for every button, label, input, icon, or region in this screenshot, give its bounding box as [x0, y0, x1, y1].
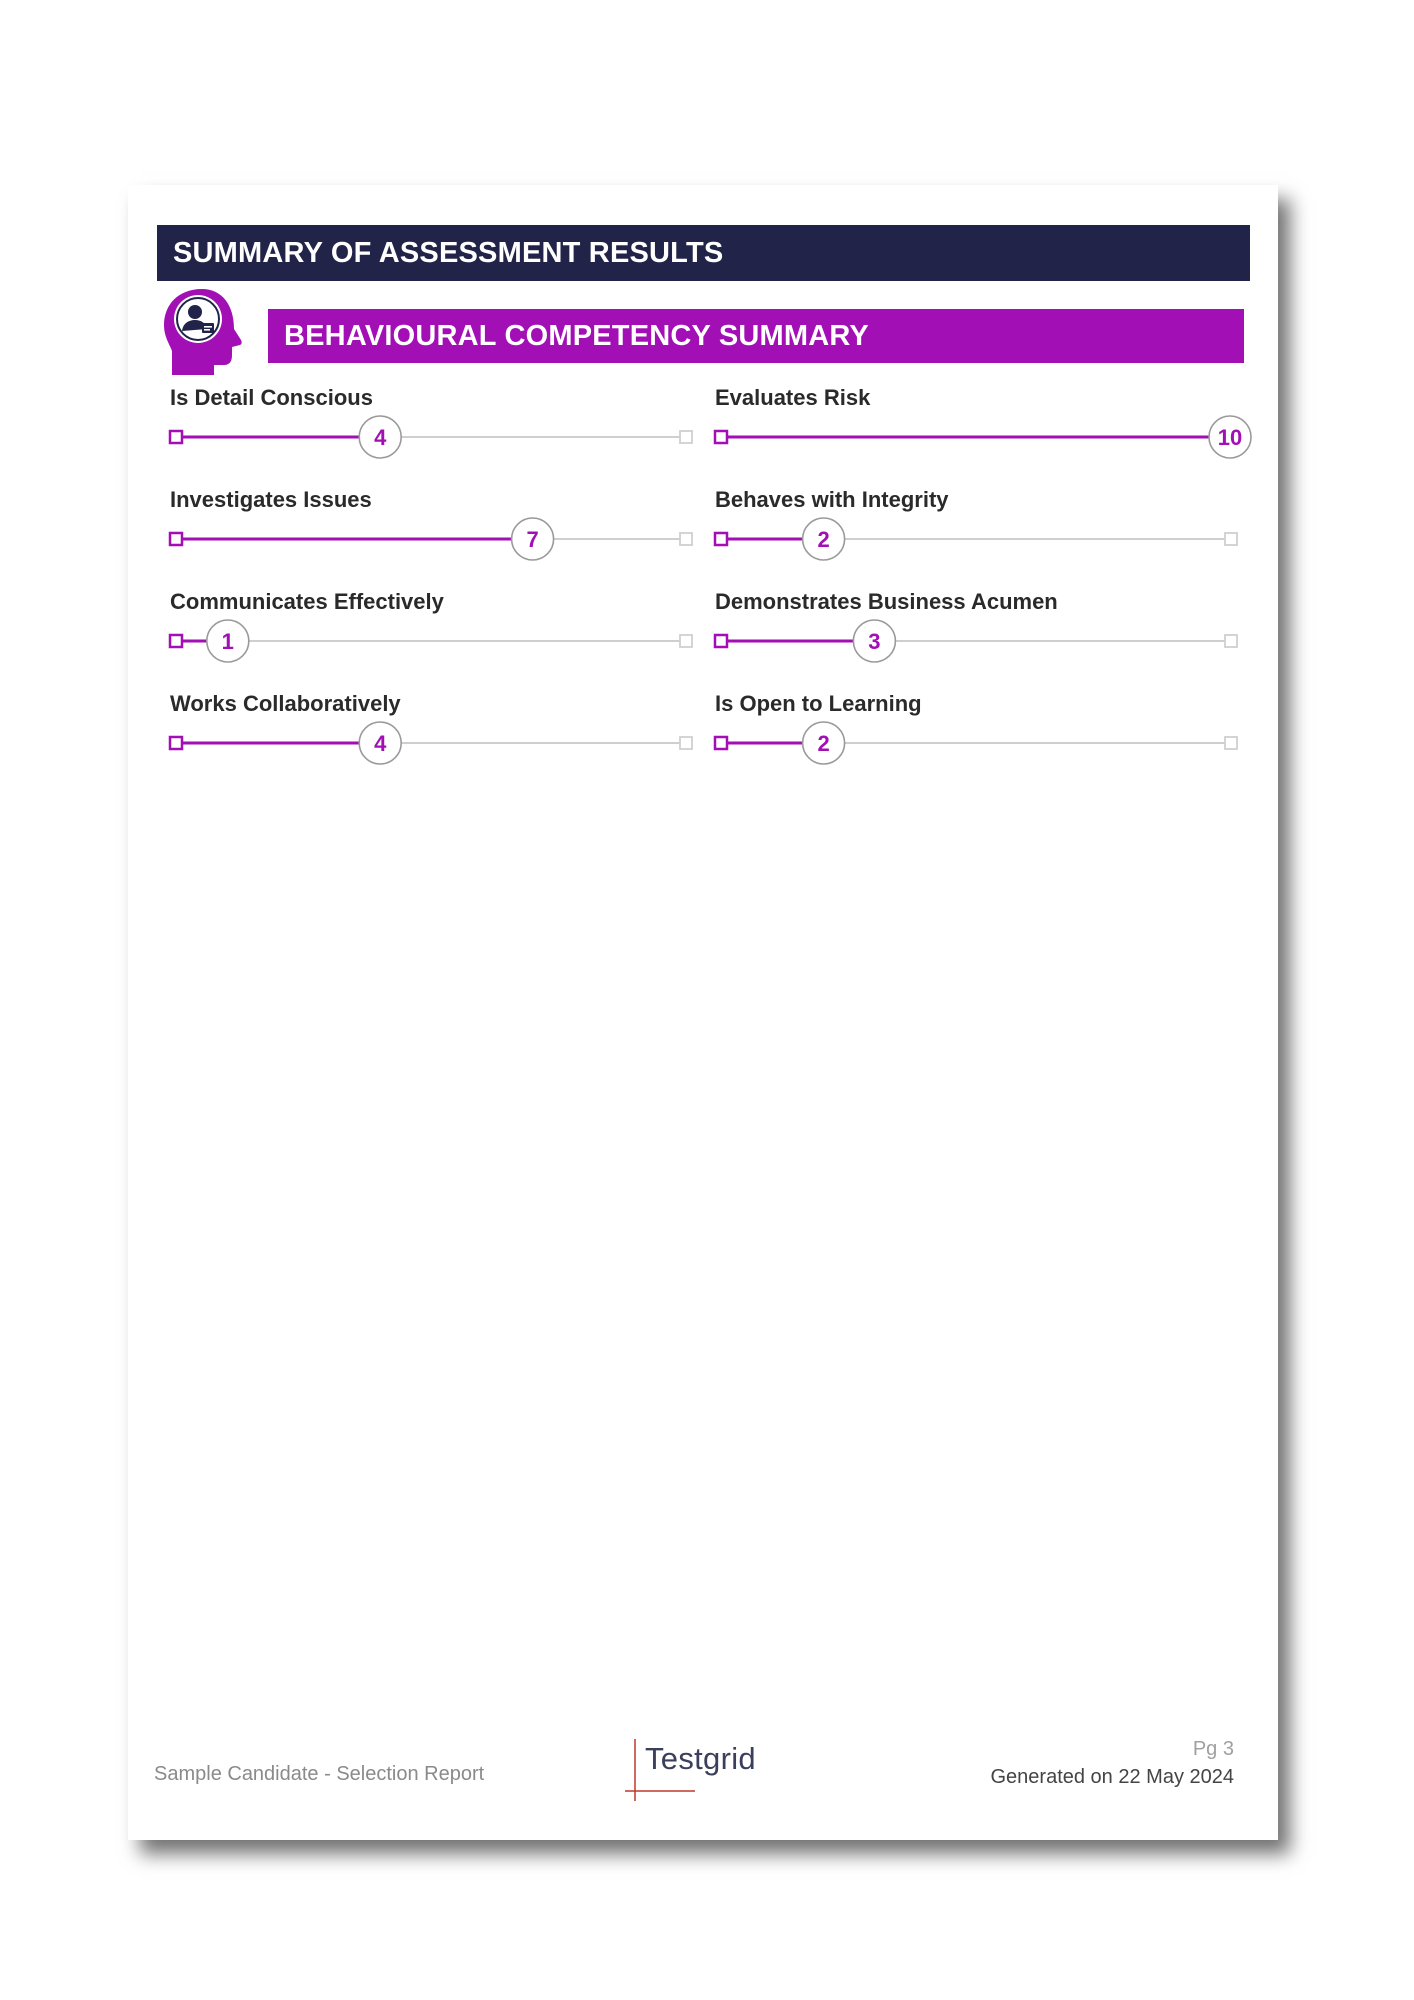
- competency-item: [715, 487, 1237, 589]
- scale-end-marker: [680, 533, 692, 545]
- head-with-person-icon: [158, 285, 248, 381]
- competency-column-right: [715, 385, 1243, 793]
- page-number: Pg 3: [1192, 1738, 1234, 1760]
- competency-item: [715, 589, 1237, 691]
- logo-text: Testgrid: [645, 1741, 756, 1776]
- footer-meta: [990, 1735, 1234, 1791]
- scale-start-marker: [170, 431, 182, 443]
- scale-end-marker: [680, 635, 692, 647]
- competency-scale: [170, 417, 692, 467]
- competency-label: Behaves with Integrity: [715, 487, 949, 512]
- scale-end-marker: [680, 431, 692, 443]
- competency-label: Evaluates Risk: [715, 385, 871, 410]
- competency-item: [715, 385, 1243, 487]
- scale-start-marker: [170, 635, 182, 647]
- testgrid-logo: [623, 1735, 763, 1805]
- score-value: 3: [868, 629, 881, 654]
- competency-label: Is Open to Learning: [715, 691, 922, 716]
- competency-grid: [170, 385, 1250, 805]
- score-value: 4: [374, 731, 387, 756]
- competency-item: [170, 385, 692, 487]
- scale-start-marker: [715, 533, 727, 545]
- competency-scale: [170, 519, 692, 569]
- footer-report-name: Sample Candidate - Selection Report: [154, 1763, 485, 1785]
- main-header: SUMMARY OF ASSESSMENT RESULTS: [157, 225, 1250, 281]
- score-value: 2: [817, 731, 830, 756]
- competency-item: [715, 691, 1237, 793]
- scale-end-marker: [680, 737, 692, 749]
- competency-label: Investigates Issues: [170, 487, 372, 512]
- competency-item: [170, 589, 692, 691]
- competency-label: Is Detail Conscious: [170, 385, 373, 410]
- competency-scale: [715, 417, 1243, 467]
- score-value: 10: [1217, 425, 1243, 450]
- scale-start-marker: [170, 737, 182, 749]
- scale-start-marker: [715, 737, 727, 749]
- scale-end-marker: [1225, 635, 1237, 647]
- competency-scale: [715, 621, 1237, 671]
- competency-label: Demonstrates Business Acumen: [715, 589, 1058, 614]
- competency-label: Communicates Effectively: [170, 589, 444, 614]
- score-value: 4: [374, 425, 387, 450]
- generated-date: Generated on 22 May 2024: [990, 1766, 1234, 1788]
- competency-scale: [170, 621, 692, 671]
- score-value: 7: [526, 527, 539, 552]
- competency-label: Works Collaboratively: [170, 691, 401, 716]
- competency-column-left: [170, 385, 692, 793]
- section-header: BEHAVIOURAL COMPETENCY SUMMARY: [268, 309, 1244, 363]
- report-page: [128, 185, 1278, 1840]
- scale-end-marker: [1225, 737, 1237, 749]
- competency-scale: [715, 723, 1237, 773]
- competency-scale: [170, 723, 692, 773]
- competency-scale: [715, 519, 1237, 569]
- scale-start-marker: [715, 431, 727, 443]
- competency-item: [170, 487, 692, 589]
- score-value: 2: [817, 527, 830, 552]
- scale-end-marker: [1225, 533, 1237, 545]
- score-value: 1: [221, 629, 234, 654]
- scale-start-marker: [715, 635, 727, 647]
- scale-start-marker: [170, 533, 182, 545]
- competency-item: [170, 691, 692, 793]
